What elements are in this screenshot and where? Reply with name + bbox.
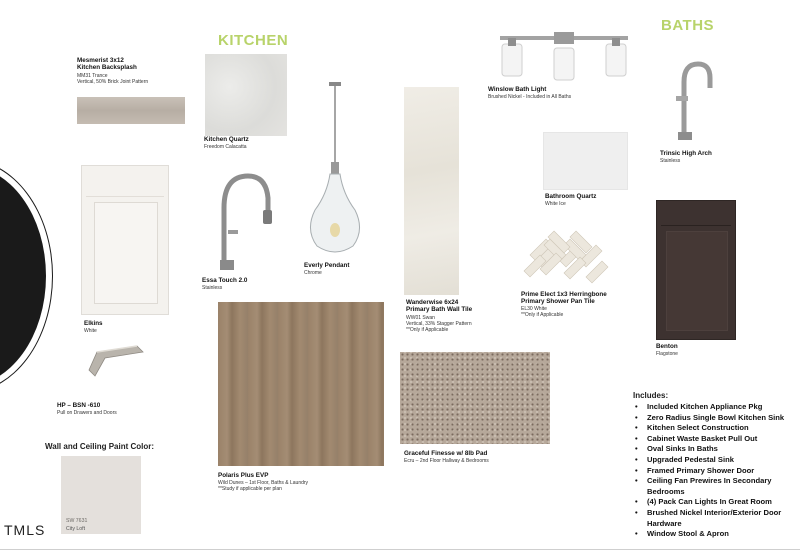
evp-title: Polaris Plus EVP	[218, 472, 269, 479]
benton-title: Benton	[656, 343, 678, 350]
includes-item: • Upgraded Pedestal Sink	[633, 455, 798, 466]
herringbone-tile-image	[520, 225, 610, 287]
benton-sub: Flagstone	[656, 351, 678, 357]
wall-tile-swatch	[404, 87, 459, 295]
includes-item: • Cabinet Waste Basket Pull Out	[633, 434, 798, 445]
includes-item: • Framed Primary Shower Door	[633, 466, 798, 477]
kitchen-faucet-sub: Stainless	[202, 285, 223, 291]
bath-faucet-image	[670, 60, 720, 142]
pendant-light-image	[303, 82, 368, 260]
includes-item: • (4) Pack Can Lights In Great Room	[633, 497, 798, 508]
wall-tile-sub: WW01 Swan Vertical, 33% Stagger Pattern **Only if Applicable	[406, 315, 472, 333]
paint-name: City Loft	[66, 526, 86, 532]
bath-light-title: Winslow Bath Light	[488, 86, 547, 93]
pendant-sub: Chrome	[304, 270, 322, 276]
bath-faucet-sub: Stainless	[660, 158, 681, 164]
bath-quartz-title: Bathroom Quartz	[545, 193, 597, 200]
bath-faucet-title: Trinsic High Arch	[660, 150, 712, 157]
mls-watermark: TMLS	[4, 522, 46, 538]
pendant-title: Everly Pendant	[304, 262, 350, 269]
shower-pan-title: Prime Elect 1x3 Herringbone Primary Shower Pan Tile	[521, 291, 607, 306]
bath-quartz-swatch	[543, 132, 628, 190]
includes-item: • Ceiling Fan Prewires In Secondary Bedrooms	[633, 476, 798, 497]
pull-title: HP – BSN -610	[57, 402, 101, 409]
evp-floor-swatch	[218, 302, 384, 466]
includes-title: Includes:	[633, 391, 669, 400]
kitchen-quartz-swatch	[205, 54, 287, 136]
pull-sub: Pull on Drawers and Doors	[57, 410, 117, 416]
paint-swatch	[61, 456, 141, 534]
evp-sub: Wild Dunes – 1st Floor, Baths & Laundry **Study if applicable per plan	[218, 480, 309, 492]
elkins-sub: White	[84, 328, 97, 334]
elkins-cabinet-image	[81, 165, 169, 315]
paint-title: Wall and Ceiling Paint Color:	[45, 442, 155, 451]
bath-light-sub: Brushed Nickel - Included in All Baths	[488, 94, 572, 100]
includes-item: • Brushed Nickel Interior/Exterior Door Hardware	[633, 508, 798, 529]
kitchen-quartz-sub: Freedom Calacatta	[204, 144, 247, 150]
decorative-circle	[0, 160, 52, 392]
kitchen-faucet-image	[210, 168, 275, 273]
baths-heading: BATHS	[661, 17, 715, 34]
kitchen-quartz-title: Kitchen Quartz	[204, 136, 249, 143]
kitchen-heading: KITCHEN	[218, 32, 289, 49]
wall-tile-title: Wanderwise 6x24 Primary Bath Wall Tile	[406, 299, 473, 314]
carpet-title: Graceful Finesse w/ 8lb Pad	[404, 450, 488, 457]
elkins-title: Elkins	[84, 320, 103, 327]
kitchen-faucet-title: Essa Touch 2.0	[202, 277, 248, 284]
paint-code: SW 7631	[66, 518, 88, 524]
includes-item: • Window Stool & Apron	[633, 529, 798, 540]
carpet-sub: Ecru – 2nd Floor Hallway & Bedrooms	[404, 458, 489, 464]
includes-item: • Kitchen Select Construction	[633, 423, 798, 434]
includes-item: • Zero Radius Single Bowl Kitchen Sink	[633, 413, 798, 424]
includes-list	[633, 402, 798, 540]
includes-item: • Included Kitchen Appliance Pkg	[633, 402, 798, 413]
includes-item: • Oval Sinks In Baths	[633, 444, 798, 455]
benton-cabinet-image	[656, 200, 736, 340]
bath-light-image	[496, 30, 632, 82]
backsplash-title: Mesmerist 3x12 Kitchen Backsplash	[77, 57, 137, 72]
backsplash-swatch	[77, 97, 185, 124]
shower-pan-sub: EL30 White **Only if Applicable	[521, 306, 564, 318]
drawer-pull-image	[85, 342, 147, 382]
bath-quartz-sub: White Ice	[545, 201, 566, 207]
carpet-swatch	[400, 352, 550, 444]
backsplash-sub: MM31 Trance Vertical, 50% Brick Joint Pattern	[77, 73, 149, 85]
